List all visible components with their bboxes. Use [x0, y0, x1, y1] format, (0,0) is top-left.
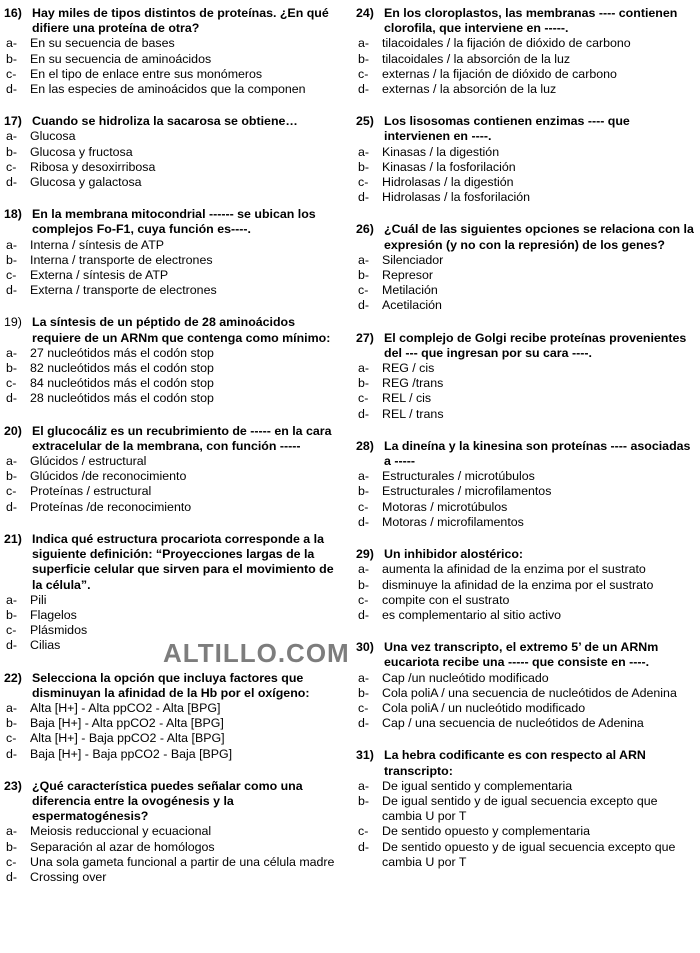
option-b — [4, 253, 340, 268]
option-text: Baja [H+] - Baja ppCO2 - Baja [BPG] — [30, 746, 233, 761]
question-text: Hay miles de tipos distintos de proteínas. ¿En qué difiere una proteína de otra? — [32, 6, 329, 36]
option-letter: d- — [6, 499, 18, 514]
option-text: Flagelos — [30, 607, 77, 622]
question-text: El glucocáliz es un recubrimiento de ----- en la cara extracelular de la membrana, con función ----- — [32, 423, 332, 453]
option-letter: b- — [358, 159, 370, 174]
question-block — [4, 671, 340, 762]
option-letter: a- — [358, 36, 370, 51]
option-text: externas / la absorción de la luz — [382, 82, 557, 97]
option-text: Crossing over — [30, 869, 107, 884]
option-text: 82 nucleótidos más el codón stop — [30, 361, 214, 376]
option-text: Interna / transporte de electrones — [30, 252, 213, 267]
option-text: 28 nucleótidos más el codón stop — [30, 391, 214, 406]
question-block — [356, 640, 696, 731]
option-text: Proteínas / estructural — [30, 484, 152, 499]
option-d — [4, 175, 340, 190]
option-letter: d- — [358, 716, 370, 731]
watermark: ALTILLO.COM — [163, 638, 350, 668]
question-text: Los lisosomas contienen enzimas ---- que intervienen en ----. — [384, 114, 630, 144]
question — [356, 547, 696, 562]
question-block — [4, 114, 340, 190]
option-letter: a- — [358, 562, 370, 577]
question-block — [4, 315, 340, 406]
options-list — [356, 253, 696, 314]
option-text: Ribosa y desoxirribosa — [30, 159, 156, 174]
option-a — [356, 145, 696, 160]
option-letter: d- — [6, 638, 18, 653]
question — [4, 532, 340, 593]
option-letter: c- — [358, 66, 369, 81]
question — [4, 671, 340, 701]
question-text: ¿Qué característica puedes señalar como una diferencia entre la ovogénesis y la espermatogénesis? — [32, 778, 303, 824]
options-list — [4, 824, 340, 885]
option-text: REL / trans — [382, 406, 444, 421]
option-letter: a- — [358, 778, 370, 793]
option-text: De igual sentido y de igual secuencia excepto que cambia U por T — [382, 793, 658, 824]
question-number: 27) — [356, 330, 374, 345]
options-list — [4, 36, 340, 97]
option-a — [4, 454, 340, 469]
option-letter: c- — [6, 484, 17, 499]
option-letter: d- — [6, 82, 18, 97]
option-text: Cap /un nucleótido modificado — [382, 670, 549, 685]
question-number: 25) — [356, 114, 374, 129]
option-letter: b- — [358, 685, 370, 700]
question — [4, 207, 340, 237]
question — [356, 439, 696, 469]
question-block — [356, 331, 696, 422]
question — [356, 222, 696, 252]
option-letter: d- — [6, 283, 18, 298]
option-text: En su secuencia de aminoácidos — [30, 51, 212, 66]
option-text: Kinasas / la fosforilación — [382, 159, 516, 174]
option-text: En su secuencia de bases — [30, 36, 175, 51]
option-text: Pili — [30, 592, 47, 607]
option-c — [356, 67, 696, 82]
option-b — [4, 361, 340, 376]
option-letter: b- — [6, 252, 18, 267]
option-letter: b- — [358, 51, 370, 66]
option-text: 27 nucleótidos más el codón stop — [30, 345, 214, 360]
option-text: Glucosa — [30, 129, 76, 144]
option-d — [356, 608, 696, 623]
option-text: Externa / transporte de electrones — [30, 283, 217, 298]
option-text: Silenciador — [382, 252, 444, 267]
option-b — [356, 160, 696, 175]
option-a — [356, 779, 696, 794]
option-text: aumenta la afinidad de la enzima por el sustrato — [382, 562, 646, 577]
question-text: Un inhibidor alostérico: — [384, 547, 524, 562]
options-list — [356, 469, 696, 530]
question-block — [4, 207, 340, 298]
option-letter: c- — [6, 159, 17, 174]
question-block — [4, 779, 340, 885]
option-letter: d- — [358, 190, 370, 205]
options-list — [4, 346, 340, 407]
option-letter: a- — [6, 345, 18, 360]
option-text: tilacoidales / la absorción de la luz — [382, 51, 571, 66]
option-text: Externa / síntesis de ATP — [30, 268, 169, 283]
question-number: 19) — [4, 315, 22, 330]
option-letter: c- — [358, 592, 369, 607]
options-list — [356, 36, 696, 97]
question — [356, 640, 696, 670]
option-text: 84 nucleótidos más el codón stop — [30, 376, 214, 391]
option-b — [4, 716, 340, 731]
question — [356, 114, 696, 144]
question — [356, 331, 696, 361]
option-letter: d- — [358, 514, 370, 529]
question-number: 30) — [356, 640, 374, 655]
question-block — [356, 6, 696, 97]
option-c — [4, 268, 340, 283]
option-d — [356, 840, 696, 870]
option-letter: d- — [6, 869, 18, 884]
question-block — [356, 222, 696, 313]
question-text: En la membrana mitocondrial ------ se ubican los complejos Fo-F1, cuya función es----. — [32, 207, 316, 237]
option-letter: c- — [6, 731, 17, 746]
option-text: Hidrolasas / la fosforilación — [382, 190, 531, 205]
option-c — [4, 484, 340, 499]
question-text: La síntesis de un péptido de 28 aminoácidos requiere de un ARNm que contenga como mínimo: — [32, 315, 331, 345]
option-c — [4, 160, 340, 175]
question-text: Indica qué estructura procariota corresponde a la siguiente definición: “Proyecciones largas de la superficie celular que sirven para el movimiento de la célula”. — [32, 531, 334, 592]
option-letter: a- — [6, 36, 18, 51]
option-letter: a- — [6, 592, 18, 607]
option-d — [356, 298, 696, 313]
option-b — [356, 52, 696, 67]
option-letter: d- — [358, 298, 370, 313]
option-d — [4, 82, 340, 97]
option-letter: c- — [6, 376, 17, 391]
option-letter: d- — [6, 391, 18, 406]
option-c — [356, 593, 696, 608]
option-b — [356, 376, 696, 391]
options-list — [356, 779, 696, 870]
option-b — [4, 840, 340, 855]
option-letter: a- — [6, 237, 18, 252]
option-text: disminuye la afinidad de la enzima por el sustrato — [382, 577, 654, 592]
options-list — [356, 361, 696, 422]
options-list — [356, 562, 696, 623]
option-text: Metilación — [382, 283, 438, 298]
option-text: Proteínas /de reconocimiento — [30, 499, 192, 514]
option-d — [4, 747, 340, 762]
option-letter: d- — [6, 746, 18, 761]
option-letter: a- — [358, 144, 370, 159]
option-text: REG /trans — [382, 376, 444, 391]
option-d — [4, 391, 340, 406]
options-list — [356, 671, 696, 732]
option-text: De sentido opuesto y de igual secuencia excepto que cambia U por T — [382, 839, 676, 869]
question — [356, 6, 696, 36]
option-letter: c- — [6, 66, 17, 81]
options-list — [356, 145, 696, 206]
option-text: Glucosa y fructosa — [30, 144, 133, 159]
question-text: La dineína y la kinesina son proteínas ---- asociadas a ----- — [384, 438, 691, 469]
option-d — [356, 716, 696, 731]
question — [4, 6, 340, 36]
option-a — [356, 671, 696, 686]
option-letter: d- — [358, 82, 370, 97]
option-c — [356, 175, 696, 190]
option-text: De igual sentido y complementaria — [382, 778, 573, 793]
option-d — [4, 500, 340, 515]
option-c — [4, 67, 340, 82]
option-letter: b- — [6, 839, 18, 854]
option-letter: d- — [358, 607, 370, 622]
option-text: Alta [H+] - Alta ppCO2 - Alta [BPG] — [30, 700, 221, 715]
option-text: En las especies de aminoácidos que la componen — [30, 82, 306, 97]
left-column — [4, 6, 340, 885]
option-d — [356, 190, 696, 205]
question-text: ¿Cuál de las siguientes opciones se relaciona con la expresión (y no con la represión) de los genes? — [384, 222, 694, 252]
option-a — [4, 238, 340, 253]
right-column — [356, 6, 696, 870]
option-text: REG / cis — [382, 361, 435, 376]
option-letter: a- — [6, 129, 18, 144]
question-text: Una vez transcripto, el extremo 5’ de un ARNm eucariota recibe una ----- que consiste en ----. — [384, 640, 659, 670]
question-number: 17) — [4, 114, 22, 129]
option-text: Estructurales / microtúbulos — [382, 469, 535, 484]
option-c — [4, 731, 340, 746]
option-d — [356, 515, 696, 530]
option-letter: c- — [6, 623, 17, 638]
option-text: Represor — [382, 268, 433, 283]
question — [356, 748, 696, 778]
option-a — [356, 361, 696, 376]
option-text: Estructurales / microfilamentos — [382, 484, 552, 499]
question — [4, 315, 340, 345]
question-number: 23) — [4, 778, 22, 793]
option-b — [356, 686, 696, 701]
question-number: 24) — [356, 6, 374, 20]
option-letter: a- — [6, 700, 18, 715]
question-block — [356, 547, 696, 623]
option-text: Motoras / microtúbulos — [382, 499, 508, 514]
option-text: Cola poliA / un nucleótido modificado — [382, 700, 586, 715]
option-c — [4, 623, 340, 638]
option-a — [356, 562, 696, 577]
question-number: 28) — [356, 438, 374, 453]
option-letter: a- — [358, 252, 370, 267]
question-number: 22) — [4, 670, 22, 685]
option-a — [4, 346, 340, 361]
option-d — [356, 82, 696, 97]
question-text: La hebra codificante es con respecto al ARN transcripto: — [384, 748, 646, 778]
option-text: Plásmidos — [30, 623, 88, 638]
question-number: 29) — [356, 547, 374, 562]
option-letter: c- — [6, 854, 17, 869]
option-a — [356, 36, 696, 51]
option-c — [356, 701, 696, 716]
option-letter: c- — [358, 700, 369, 715]
option-letter: b- — [358, 268, 370, 283]
option-text: Hidrolasas / la digestión — [382, 175, 514, 190]
question-block — [4, 532, 340, 654]
option-letter: d- — [6, 175, 18, 190]
option-b — [356, 484, 696, 499]
option-text: Separación al azar de homólogos — [30, 839, 215, 854]
option-a — [4, 824, 340, 839]
option-letter: d- — [358, 406, 370, 421]
option-a — [356, 253, 696, 268]
option-text: es complementario al sitio activo — [382, 607, 562, 622]
option-letter: b- — [6, 144, 18, 159]
question-number: 26) — [356, 222, 374, 237]
options-list — [4, 129, 340, 190]
option-letter: b- — [358, 793, 370, 808]
option-letter: b- — [358, 577, 370, 592]
options-list — [4, 701, 340, 762]
option-letter: a- — [6, 454, 18, 469]
option-text: Glúcidos /de reconocimiento — [30, 469, 187, 484]
option-letter: d- — [358, 839, 370, 854]
option-text: En el tipo de enlace entre sus monómeros — [30, 66, 263, 81]
option-letter: c- — [358, 175, 369, 190]
option-text: externas / la fijación de dióxido de carbono — [382, 66, 617, 81]
option-c — [356, 500, 696, 515]
option-text: Cola poliA / una secuencia de nucleótidos de Adenina — [382, 685, 677, 700]
option-c — [4, 376, 340, 391]
option-text: Alta [H+] - Baja ppCO2 - Alta [BPG] — [30, 731, 225, 746]
option-text: Una sola gameta funcional a partir de una célula madre — [30, 854, 335, 869]
option-d — [4, 283, 340, 298]
option-c — [4, 855, 340, 870]
option-a — [4, 701, 340, 716]
option-letter: c- — [358, 391, 369, 406]
option-letter: b- — [6, 716, 18, 731]
question-number: 20) — [4, 423, 22, 438]
question-block — [356, 439, 696, 530]
option-letter: b- — [6, 607, 18, 622]
option-b — [4, 469, 340, 484]
question-text: El complejo de Golgi recibe proteínas provenientes del --- que ingresan por su cara ----. — [384, 330, 687, 360]
option-a — [4, 36, 340, 51]
option-a — [356, 469, 696, 484]
option-b — [4, 608, 340, 623]
question-block — [356, 748, 696, 870]
option-b — [356, 268, 696, 283]
question-number: 16) — [4, 6, 22, 20]
option-letter: b- — [6, 51, 18, 66]
question-number: 31) — [356, 748, 374, 763]
option-d — [356, 407, 696, 422]
option-a — [4, 129, 340, 144]
option-letter: a- — [6, 824, 18, 839]
question — [4, 114, 340, 129]
option-text: Glúcidos / estructural — [30, 454, 147, 469]
question-text: En los cloroplastos, las membranas ---- contienen clorofila, que interviene en -----. — [384, 6, 678, 36]
question-block — [4, 424, 340, 515]
option-text: Meiosis reduccional y ecuacional — [30, 824, 212, 839]
option-letter: b- — [6, 469, 18, 484]
option-b — [4, 145, 340, 160]
option-c — [356, 283, 696, 298]
question-number: 21) — [4, 531, 22, 546]
option-letter: c- — [358, 499, 369, 514]
option-text: compite con el sustrato — [382, 592, 510, 607]
option-letter: a- — [358, 469, 370, 484]
option-letter: b- — [6, 361, 18, 376]
option-text: Cilias — [30, 638, 61, 653]
option-letter: b- — [358, 484, 370, 499]
option-b — [356, 578, 696, 593]
option-c — [356, 391, 696, 406]
question-block — [4, 6, 340, 97]
question — [4, 779, 340, 825]
options-list — [4, 454, 340, 515]
options-list — [4, 238, 340, 299]
question — [4, 424, 340, 454]
option-text: Baja [H+] - Alta ppCO2 - Alta [BPG] — [30, 716, 224, 731]
option-b — [356, 794, 696, 824]
option-letter: c- — [6, 268, 17, 283]
option-letter: a- — [358, 670, 370, 685]
option-c — [356, 824, 696, 839]
option-text: tilacoidales / la fijación de dióxido de carbono — [382, 36, 631, 51]
question-text: Selecciona la opción que incluya factores que disminuyan la afinidad de la Hb por el oxígeno: — [32, 670, 310, 700]
option-text: Cap / una secuencia de nucleótidos de Adenina — [382, 716, 644, 731]
option-letter: b- — [358, 376, 370, 391]
option-b — [4, 52, 340, 67]
option-text: Acetilación — [382, 298, 442, 313]
option-text: Interna / síntesis de ATP — [30, 237, 165, 252]
option-text: Kinasas / la digestión — [382, 144, 500, 159]
option-text: Glucosa y galactosa — [30, 175, 142, 190]
question-number: 18) — [4, 207, 22, 222]
question-block — [356, 114, 696, 205]
option-text: De sentido opuesto y complementaria — [382, 824, 591, 839]
question-text: Cuando se hidroliza la sacarosa se obtiene… — [32, 114, 298, 129]
option-letter: a- — [358, 361, 370, 376]
option-text: REL / cis — [382, 391, 432, 406]
option-letter: c- — [358, 283, 369, 298]
option-a — [4, 593, 340, 608]
option-d — [4, 870, 340, 885]
option-text: Motoras / microfilamentos — [382, 514, 524, 529]
option-letter: c- — [358, 824, 369, 839]
